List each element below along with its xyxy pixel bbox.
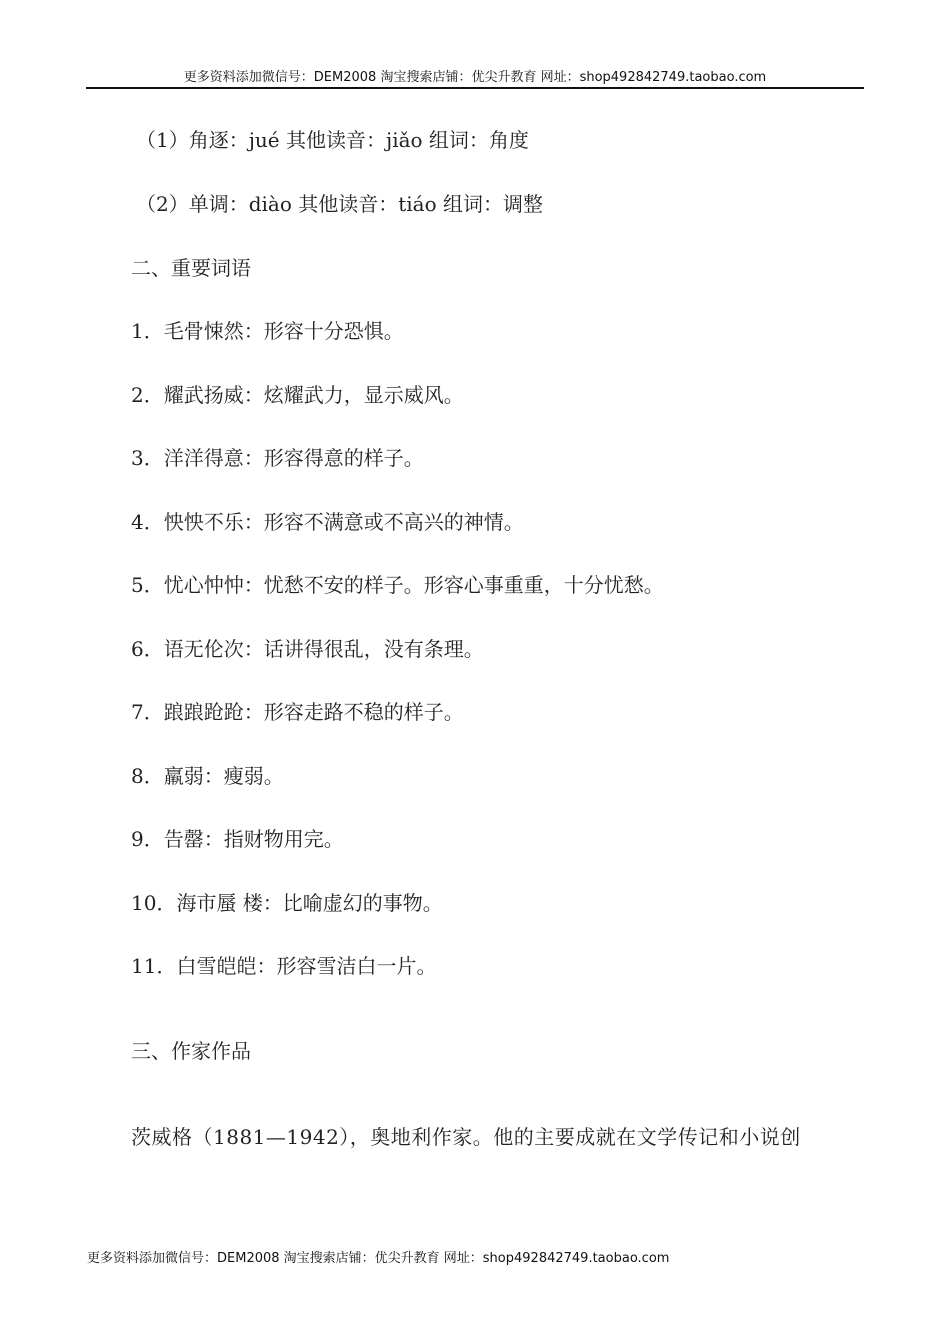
section-heading: 二、重要词语 xyxy=(131,256,251,280)
header-divider xyxy=(86,87,864,89)
vocab-item: 3．洋洋得意：形容得意的样子。 xyxy=(131,446,424,470)
author-paragraph: 茨威格（1881—1942），奥地利作家。他的主要成就在文学传记和小说创 xyxy=(131,1125,801,1149)
vocab-item: 6．语无伦次：话讲得很乱，没有条理。 xyxy=(131,637,484,661)
vocab-item: 7．踉踉跄跄：形容走路不稳的样子。 xyxy=(131,700,464,724)
vocab-item: 11．白雪皑皑：形容雪洁白一片。 xyxy=(131,954,437,978)
page-header: 更多资料添加微信号：DEM2008 淘宝搜索店铺：优尖升教育 网址：shop492842749.taobao.com xyxy=(183,70,767,85)
vocab-item: 8．羸弱：瘦弱。 xyxy=(131,764,284,788)
vocab-item: 10．海市蜃 楼：比喻虚幻的事物。 xyxy=(131,891,443,915)
vocab-item: 2．耀武扬威：炫耀武力，显示威风。 xyxy=(131,383,464,407)
vocab-item: 9．告罄：指财物用完。 xyxy=(131,827,344,851)
section-heading: 三、作家作品 xyxy=(131,1039,251,1063)
pronunciation-line: （1）角逐：jué 其他读音：jiǎo 组词：角度 xyxy=(136,128,529,152)
vocab-item: 5．忧心忡忡：忧愁不安的样子。形容心事重重，十分忧愁。 xyxy=(131,573,664,597)
pronunciation-line: （2）单调：diào 其他读音：tiáo 组词：调整 xyxy=(136,192,544,216)
page-footer: 更多资料添加微信号：DEM2008 淘宝搜索店铺：优尖升教育 网址：shop492842749.taobao.com xyxy=(87,1251,670,1266)
vocab-item: 4．怏怏不乐：形容不满意或不高兴的神情。 xyxy=(131,510,524,534)
vocab-item: 1．毛骨悚然：形容十分恐惧。 xyxy=(131,319,404,343)
